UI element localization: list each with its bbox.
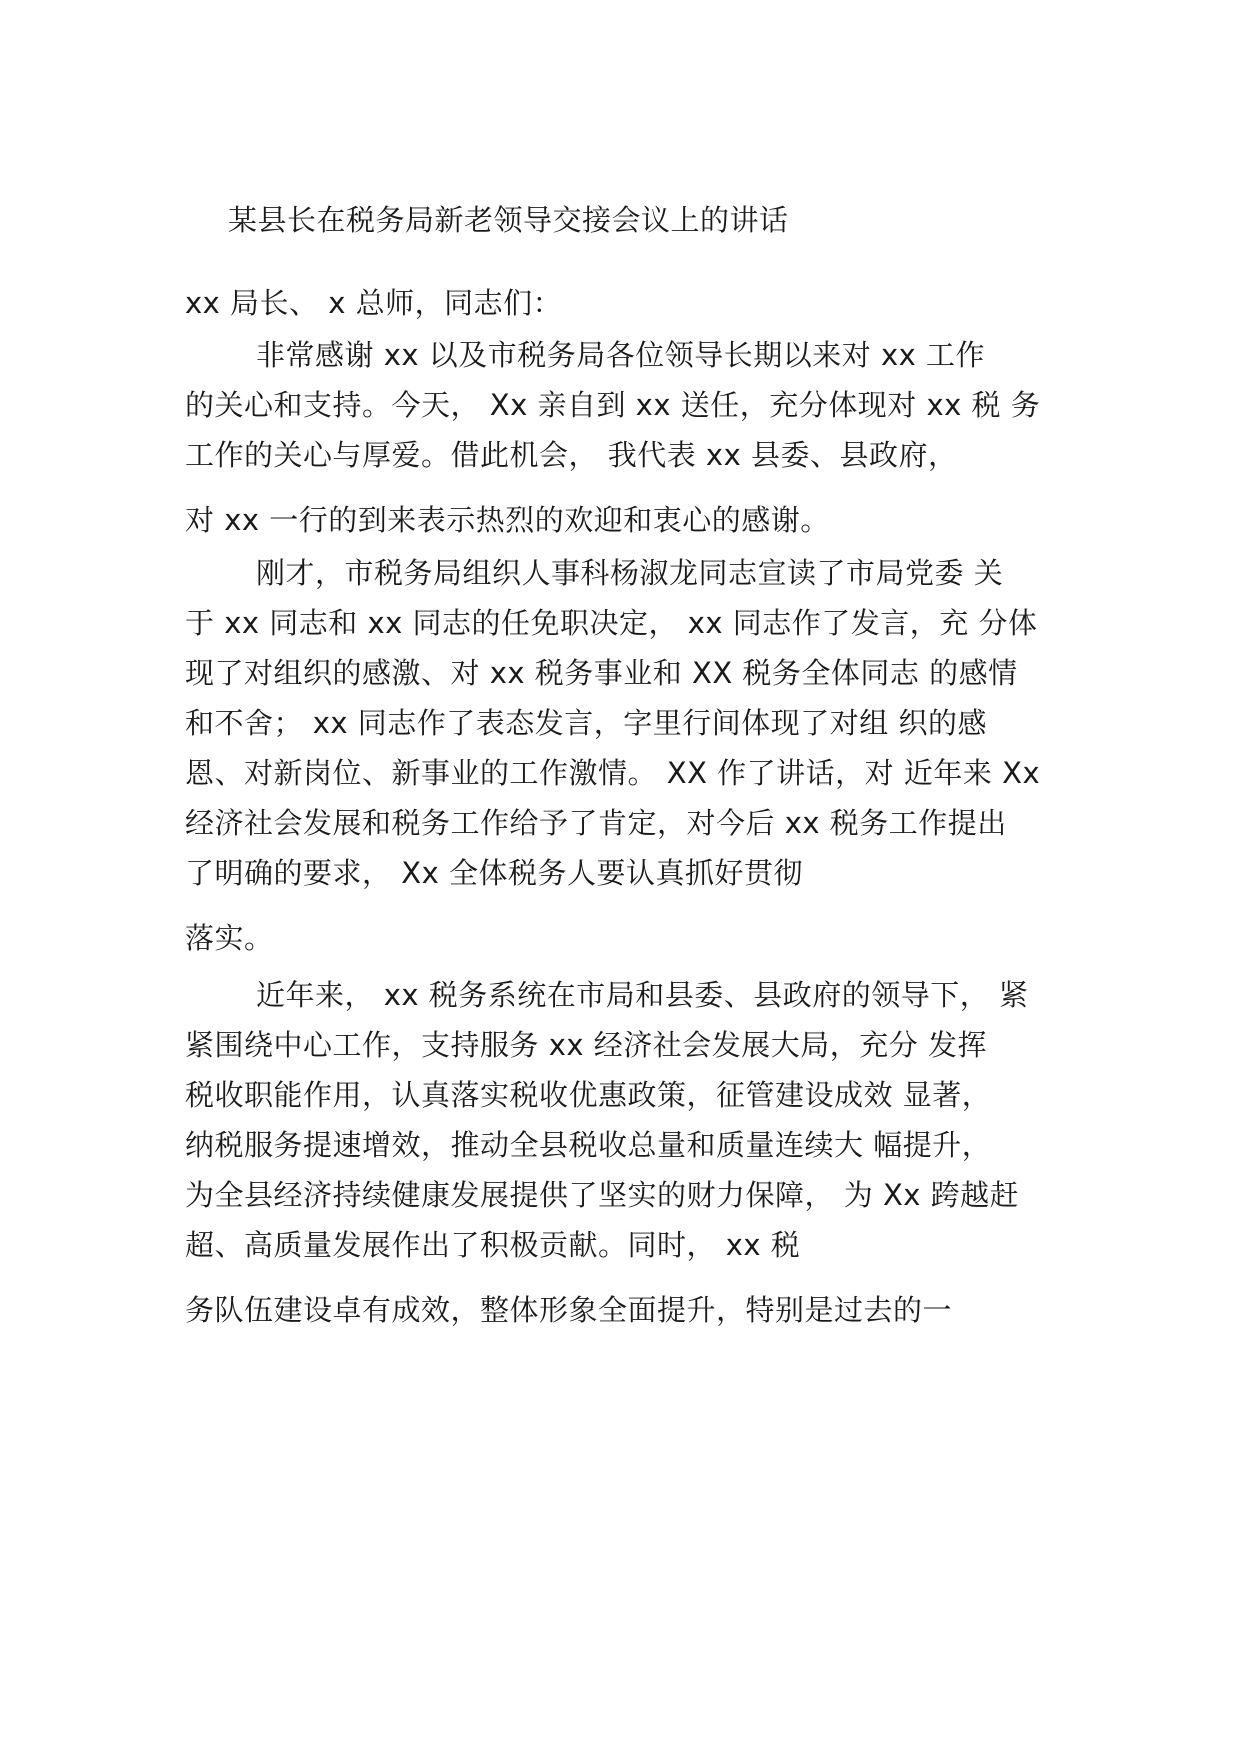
body-line: 纳税服务提速增效，推动全县税收总量和质量连续大 幅提升， [185, 1128, 992, 1162]
body-line: 务队伍建设卓有成效，整体形象全面提升，特别是过去的一 [185, 1293, 953, 1327]
body-line: 的关心和支持。今天， Xx 亲自到 xx 送任，充分体现对 xx 税 务 [185, 388, 1041, 422]
body-line: 和不舍； xx 同志作了表态发言，字里行间体现了对组 织的感 [185, 706, 987, 740]
document-title: 某县长在税务局新老领导交接会议上的讲话 [228, 203, 789, 237]
body-line: 工作的关心与厚爱。借此机会， 我代表 xx 县委、县政府， [185, 438, 958, 472]
body-line: 刚才，市税务局组织人事科杨淑龙同志宣读了市局党委 关 [256, 556, 1004, 590]
body-line: 非常感谢 xx 以及市税务局各位领导长期以来对 xx 工作 [256, 338, 986, 372]
body-line: 税收职能作用，认真落实税收优惠政策，征管建设成效 显著， [185, 1078, 992, 1112]
body-line: 超、高质量发展作出了积极贡献。同时， xx 税 [185, 1228, 801, 1262]
body-line: 为全县经济持续健康发展提供了坚实的财力保障， 为 Xx 跨越赶 [185, 1178, 1020, 1212]
body-line: 了明确的要求， Xx 全体税务人要认真抓好贯彻 [185, 856, 803, 890]
body-line: 恩、对新岗位、新事业的工作激情。 XX 作了讲话，对 近年来 Xx [185, 756, 1041, 790]
body-line: 经济社会发展和税务工作给予了肯定，对今后 xx 税务工作提出 [185, 806, 1007, 840]
body-line: 于 xx 同志和 xx 同志的任免职决定， xx 同志作了发言，充 分体 [185, 606, 1038, 640]
body-line: 落实。 [185, 921, 274, 955]
body-line: 现了对组织的感激、对 xx 税务事业和 XX 税务全体同志 的感情 [185, 656, 1018, 690]
salutation-line: xx 局长、 x 总师，同志们： [185, 286, 563, 320]
body-line: 对 xx 一行的到来表示热烈的欢迎和衷心的感谢。 [185, 503, 830, 537]
body-line: 近年来， xx 税务系统在市局和县委、县政府的领导下， 紧 [256, 978, 1029, 1012]
body-line: 紧围绕中心工作，支持服务 xx 经济社会发展大局，充分 发挥 [185, 1028, 987, 1062]
